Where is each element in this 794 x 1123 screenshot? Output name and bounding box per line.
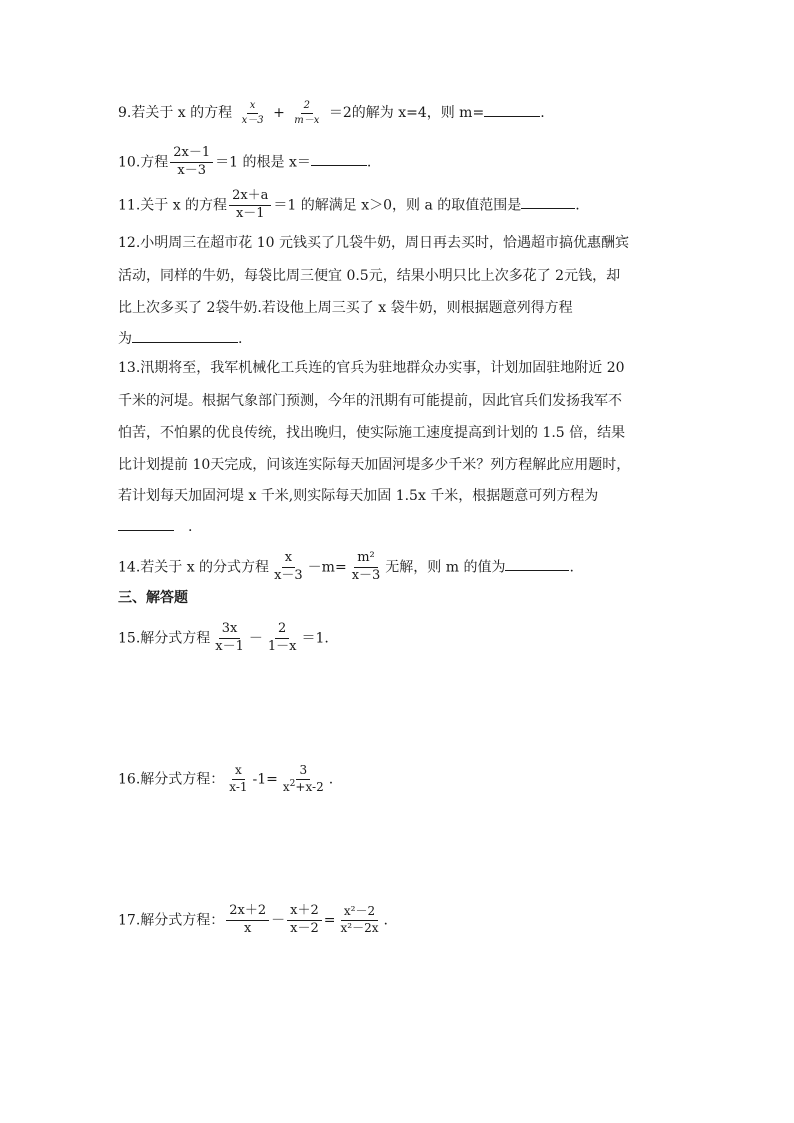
q11-answer-blank[interactable] <box>521 194 575 209</box>
q11-prefix: 11.关于 x 的方程 <box>118 197 228 214</box>
q13-line-3: 怕苦，不怕累的优良传统，找出晚归，使实际施工速度提高到计划的 1.5 倍，结果 <box>118 425 626 441</box>
question-15: 15.解分式方程 $\frac{3x}{x-1}$ － $\frac{2}{1-x}$ ＝1. <box>118 621 329 654</box>
q13-line-1: 13.汛期将至，我军机械化工兵连的官兵为驻地群众办实事，计划加固驻地附近 20 <box>118 360 625 376</box>
q13-line-4: 比计划提前 10天完成，问该连实际每天加固河堤多少千米？列方程解此应用题时， <box>118 457 631 473</box>
q17-fraction-2: $\frac{x+2}{x-2}$ <box>287 904 322 937</box>
q12-line-4: 为 . <box>118 328 242 349</box>
question-17: 17.解分式方程： $\frac{2x+2}{x}$ － $\frac{x+2}{x-2}$ = $\frac{\text{x²－2}}{\text{x²－2x}}$ . <box>118 903 388 936</box>
q11-fraction: $\frac{2x+a}{x-1}$ <box>229 189 271 222</box>
q17-fraction-3: $\frac{\text{x²－2}}{\text{x²－2x}}$ <box>340 904 379 935</box>
q15-prefix: 15.解分式方程 <box>118 630 211 647</box>
q17-fraction-1: $\frac{2x+2}{x}$ <box>226 904 269 937</box>
q10-text: ＝1 的根是 x＝ <box>215 154 311 171</box>
q17-prefix: 17.解分式方程： <box>118 912 225 929</box>
q9-operator: + <box>273 105 285 121</box>
q13-line-5: 若计划每天加固河堤 x 千米,则实际每天加固 1.5x 千米，根据题意可列方程为 <box>118 488 599 504</box>
q14-text: 无解，则 m 的值为 <box>385 559 506 576</box>
q14-fraction-2: $\frac{\text{m²}}{x-3}$ <box>351 550 381 583</box>
q13-answer-blank[interactable] <box>118 516 174 531</box>
q13-line-6: . <box>118 516 192 537</box>
q15-fraction-2: $\frac{2}{1-x}$ <box>267 621 297 654</box>
q12-line-3: 比上次多买了 2袋牛奶.若设他上周三买了 x 袋牛奶，则根据题意列得方程 <box>118 300 573 316</box>
q9-fraction-2: $\frac{2}{m-x}$ <box>294 100 320 126</box>
q14-answer-blank[interactable] <box>505 556 569 571</box>
q15-fraction-1: $\frac{3x}{x-1}$ <box>215 621 244 654</box>
section-heading-answers: 三、解答题 <box>118 590 188 606</box>
q13-line-2: 千米的河堤。根据气象部门预测，今年的汛期有可能提前，因此官兵们发扬我军不 <box>118 393 622 409</box>
q11-text: ＝1 的解满足 x＞0，则 a 的取值范围是 <box>273 197 522 214</box>
q16-fraction-1: $\frac{x}{x-1}$ <box>229 763 248 794</box>
q10-fraction: $\frac{2x-1}{x-3}$ <box>170 146 213 179</box>
q9-answer-blank[interactable] <box>484 102 540 117</box>
question-16: 16.解分式方程： $\frac{x}{x-1}$ -1= $\frac{3}{x^2+x-2}$ . <box>118 763 334 794</box>
q10-answer-blank[interactable] <box>311 151 367 166</box>
q14-fraction-1: $\frac{x}{x-3}$ <box>274 550 303 583</box>
q9-fraction-1: $\frac{x}{x-3}$ <box>241 100 264 126</box>
question-9: 9.若关于 x 的方程 $\frac{x}{x-3}$ + $\frac{2}{m-x}$ ＝2的解为 x=4，则 m= . <box>118 100 545 126</box>
question-14: 14.若关于 x 的分式方程 $\frac{x}{x-3}$ －m= $\frac{\text{m²}}{x-3}$ 无解，则 m 的值为 . <box>118 550 574 583</box>
q9-text: ＝2的解为 x=4，则 m= <box>328 105 485 121</box>
q12-line-1: 12.小明周三在超市花 10 元钱买了几袋牛奶，周日再去买时，恰遇超市搞优惠酬宾 <box>118 235 629 251</box>
q12-line-2: 活动，同样的牛奶，每袋比周三便宜 0.5元，结果小明只比上次多花了 2元钱，却 <box>118 268 621 284</box>
q16-prefix: 16.解分式方程： <box>118 771 225 788</box>
q12-answer-blank[interactable] <box>132 328 238 343</box>
question-11: 11.关于 x 的方程 $\frac{2x+a}{x-1}$ ＝1 的解满足 x＞0，则 a 的取值范围是 . <box>118 188 580 221</box>
q16-fraction-2: $\frac{3}{x^2+x-2}$ <box>282 763 324 794</box>
q14-prefix: 14.若关于 x 的分式方程 <box>118 559 270 576</box>
q9-prefix: 9.若关于 x 的方程 <box>118 105 233 121</box>
question-10: 10.方程 $\frac{2x-1}{x-3}$ ＝1 的根是 x＝ . <box>118 145 372 178</box>
q10-prefix: 10.方程 <box>118 154 169 171</box>
